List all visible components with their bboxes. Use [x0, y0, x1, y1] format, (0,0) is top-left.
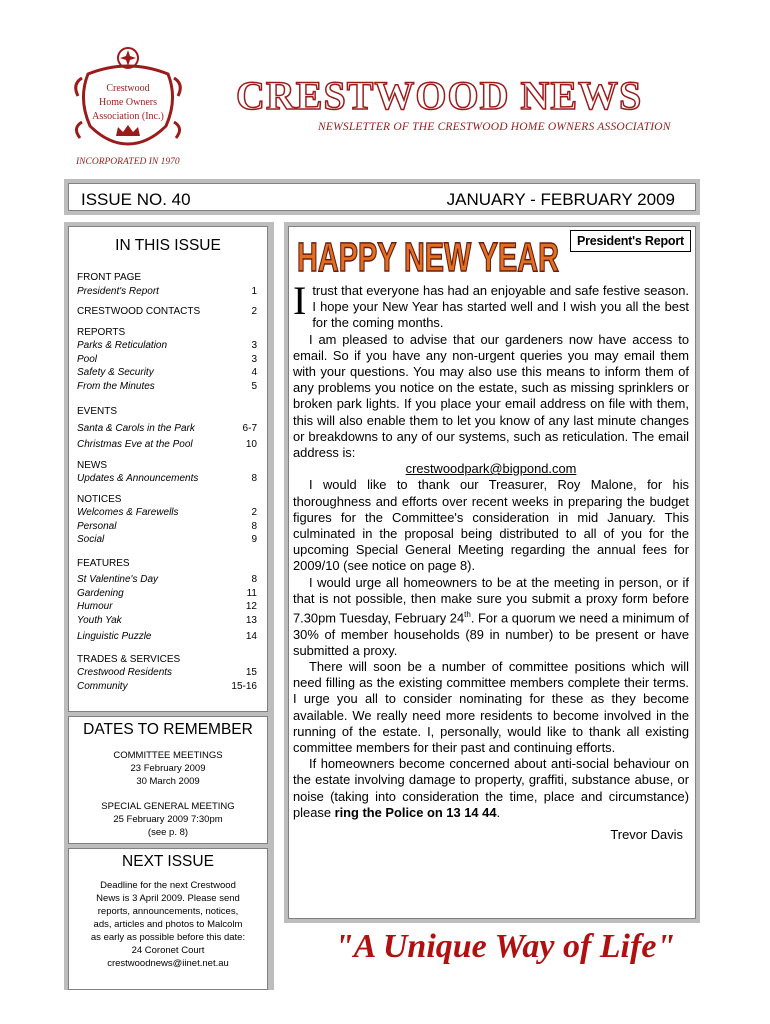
report-paragraph: I would like to thank our Treasurer, Roy Malone, for his thoroughness and efforts over recent weeks in preparing the budget figures for the Committee's consideration in mid January. This culminated in the proposal being distributed to all of you for the upcoming Special General Meeting regarding the annual fees for 2009/10 (see notice on page 8). — [293, 477, 689, 574]
presidents-report-panel — [284, 222, 700, 923]
logo-text-line-2: Home Owners — [98, 97, 158, 108]
toc-section-head: TRADES & SERVICES — [77, 653, 181, 665]
toc-item[interactable]: Personal 8 — [77, 520, 257, 532]
incorporated-note: INCORPORATED IN 1970 — [76, 157, 180, 167]
next-issue-address: 24 Coronet Court — [131, 945, 205, 956]
toc-section-head: NOTICES — [77, 493, 122, 505]
presidents-report-tag: President's Report — [570, 230, 691, 252]
toc-section-head: REPORTS — [77, 326, 126, 338]
toc-item[interactable]: Crestwood Residents 15 — [77, 667, 257, 678]
special-meeting-head: SPECIAL GENERAL MEETING — [101, 801, 235, 812]
toc-section-head: EVENTS — [77, 406, 118, 417]
gardeners-email-link[interactable]: crestwoodpark@bigpond.com — [405, 461, 577, 477]
toc-item[interactable]: Updates & Announcements 8 — [77, 473, 257, 484]
committee-date: 30 March 2009 — [136, 776, 200, 787]
report-paragraph: There will soon be a number of committee positions which will need filling as the existing committee members complete their terms. I urge you all to consider nominating for these as they become available. We really need more residents to become involved in the running of the estate. I, personally, would like to thank all existing committee members for their past and continuing efforts. — [293, 658, 689, 755]
toc-item[interactable]: Parks & Reticulation 3 — [77, 340, 257, 351]
toc-section-head: FEATURES — [77, 557, 130, 569]
toc-item[interactable]: Linguistic Puzzle 14 — [77, 631, 257, 642]
next-issue-text: reports, announcements, notices, — [97, 906, 239, 917]
issue-bar — [64, 179, 700, 215]
toc-item[interactable]: From the Minutes 5 — [77, 380, 257, 392]
toc-section-head: NEWS — [77, 459, 107, 471]
table-of-contents — [68, 226, 268, 712]
toc-list — [77, 271, 257, 693]
special-meeting-date: 25 February 2009 7:30pm — [113, 814, 223, 825]
association-crest-logo — [68, 44, 188, 154]
toc-item[interactable]: President's Report 1 — [77, 285, 257, 297]
svg-text:HAPPY NEW YEAR: HAPPY NEW YEAR — [297, 234, 559, 280]
toc-item[interactable]: Humour 12 — [77, 601, 257, 612]
next-issue-text: as early as possible before this date: — [90, 932, 246, 943]
toc-item[interactable]: Youth Yak 13 — [77, 614, 257, 626]
toc-item[interactable]: St Valentine's Day 8 — [77, 574, 257, 585]
drop-cap: I — [293, 278, 307, 323]
happy-new-year-banner — [295, 229, 565, 281]
toc-item[interactable]: Christmas Eve at the Pool 10 — [77, 439, 257, 450]
issue-date: JANUARY - FEBRUARY 2009 — [446, 190, 675, 209]
newsletter-subtitle: NEWSLETTER OF THE CRESTWOOD HOME OWNERS ASSOCIATION — [318, 121, 671, 133]
newsletter-title: CRESTWOOD NEWS — [236, 73, 643, 118]
toc-section-head: FRONT PAGE — [77, 272, 142, 283]
next-issue-text: Deadline for the next Crestwood — [100, 880, 236, 891]
logo-text-line-3: Association (Inc.) — [92, 111, 164, 122]
issue-number: ISSUE NO. 40 — [81, 190, 191, 209]
next-issue-title: NEXT ISSUE — [122, 853, 214, 870]
report-paragraph: Itrust that everyone has had an enjoyable and safe festive season. I hope your New Year has started well and I wish you all the best for the coming months. — [293, 278, 689, 331]
dates-title: DATES TO REMEMBER — [83, 721, 253, 738]
toc-item[interactable]: Safety & Security 4 — [77, 367, 257, 378]
toc-item[interactable]: Social 9 — [77, 534, 257, 545]
sidebar — [64, 222, 274, 990]
next-issue-text: News is 3 April 2009. Please send — [96, 893, 240, 904]
toc-item[interactable]: Pool 3 — [77, 353, 257, 365]
toc-title: IN THIS ISSUE — [115, 237, 221, 254]
next-issue-email-link[interactable]: crestwoodnews@iinet.net.au — [107, 958, 229, 969]
toc-item[interactable]: Santa & Carols in the Park 6-7 — [77, 422, 257, 434]
toc-item[interactable]: Community 15-16 — [77, 680, 257, 692]
committee-meetings-head: COMMITTEE MEETINGS — [113, 750, 223, 761]
logo-text-line-1: Crestwood — [106, 83, 150, 94]
committee-date: 23 February 2009 — [130, 763, 206, 774]
report-paragraph: I would urge all homeowners to be at the meeting in person, or if that is not possible, then make sure you submit a proxy form before 7.30pm Tuesday, February 24th. For a quorum we need a minimum of 30% of member households (89 in number) to be present or have submitted a proxy. — [293, 574, 689, 658]
toc-item[interactable]: Welcomes & Farewells 2 — [77, 507, 257, 518]
next-issue — [68, 848, 268, 990]
report-paragraph: If homeowners become concerned about anti-social behaviour on the estate involving damage to property, graffiti, substance abuse, or noise (taking into consideration the time, place and circumstance) please ring the Police on 13 14 44. — [293, 756, 689, 820]
motto: "A Unique Way of Life" — [334, 928, 676, 965]
report-body — [293, 278, 689, 843]
dates-to-remember — [68, 716, 268, 844]
signature: Trevor Davis — [610, 827, 683, 842]
report-paragraph: I am pleased to advise that our gardeners now have access to email. So if you have any non-urgent queries you may email them with your questions. You may also use this means to inform them of any problems you notice on the estate, such as missing sprinklers or broken park lights. If you place your email address on file with them, this will also enable them to let you know of any last minute changes or breakdowns to any of our systems, such as reticulation. The email address is: — [293, 331, 689, 461]
toc-item[interactable]: CRESTWOOD CONTACTS 2 — [77, 306, 257, 317]
next-issue-text: ads, articles and photos to Malcolm — [93, 919, 243, 930]
special-meeting-note: (see p. 8) — [147, 827, 189, 838]
toc-item[interactable]: Gardening 11 — [77, 587, 257, 599]
